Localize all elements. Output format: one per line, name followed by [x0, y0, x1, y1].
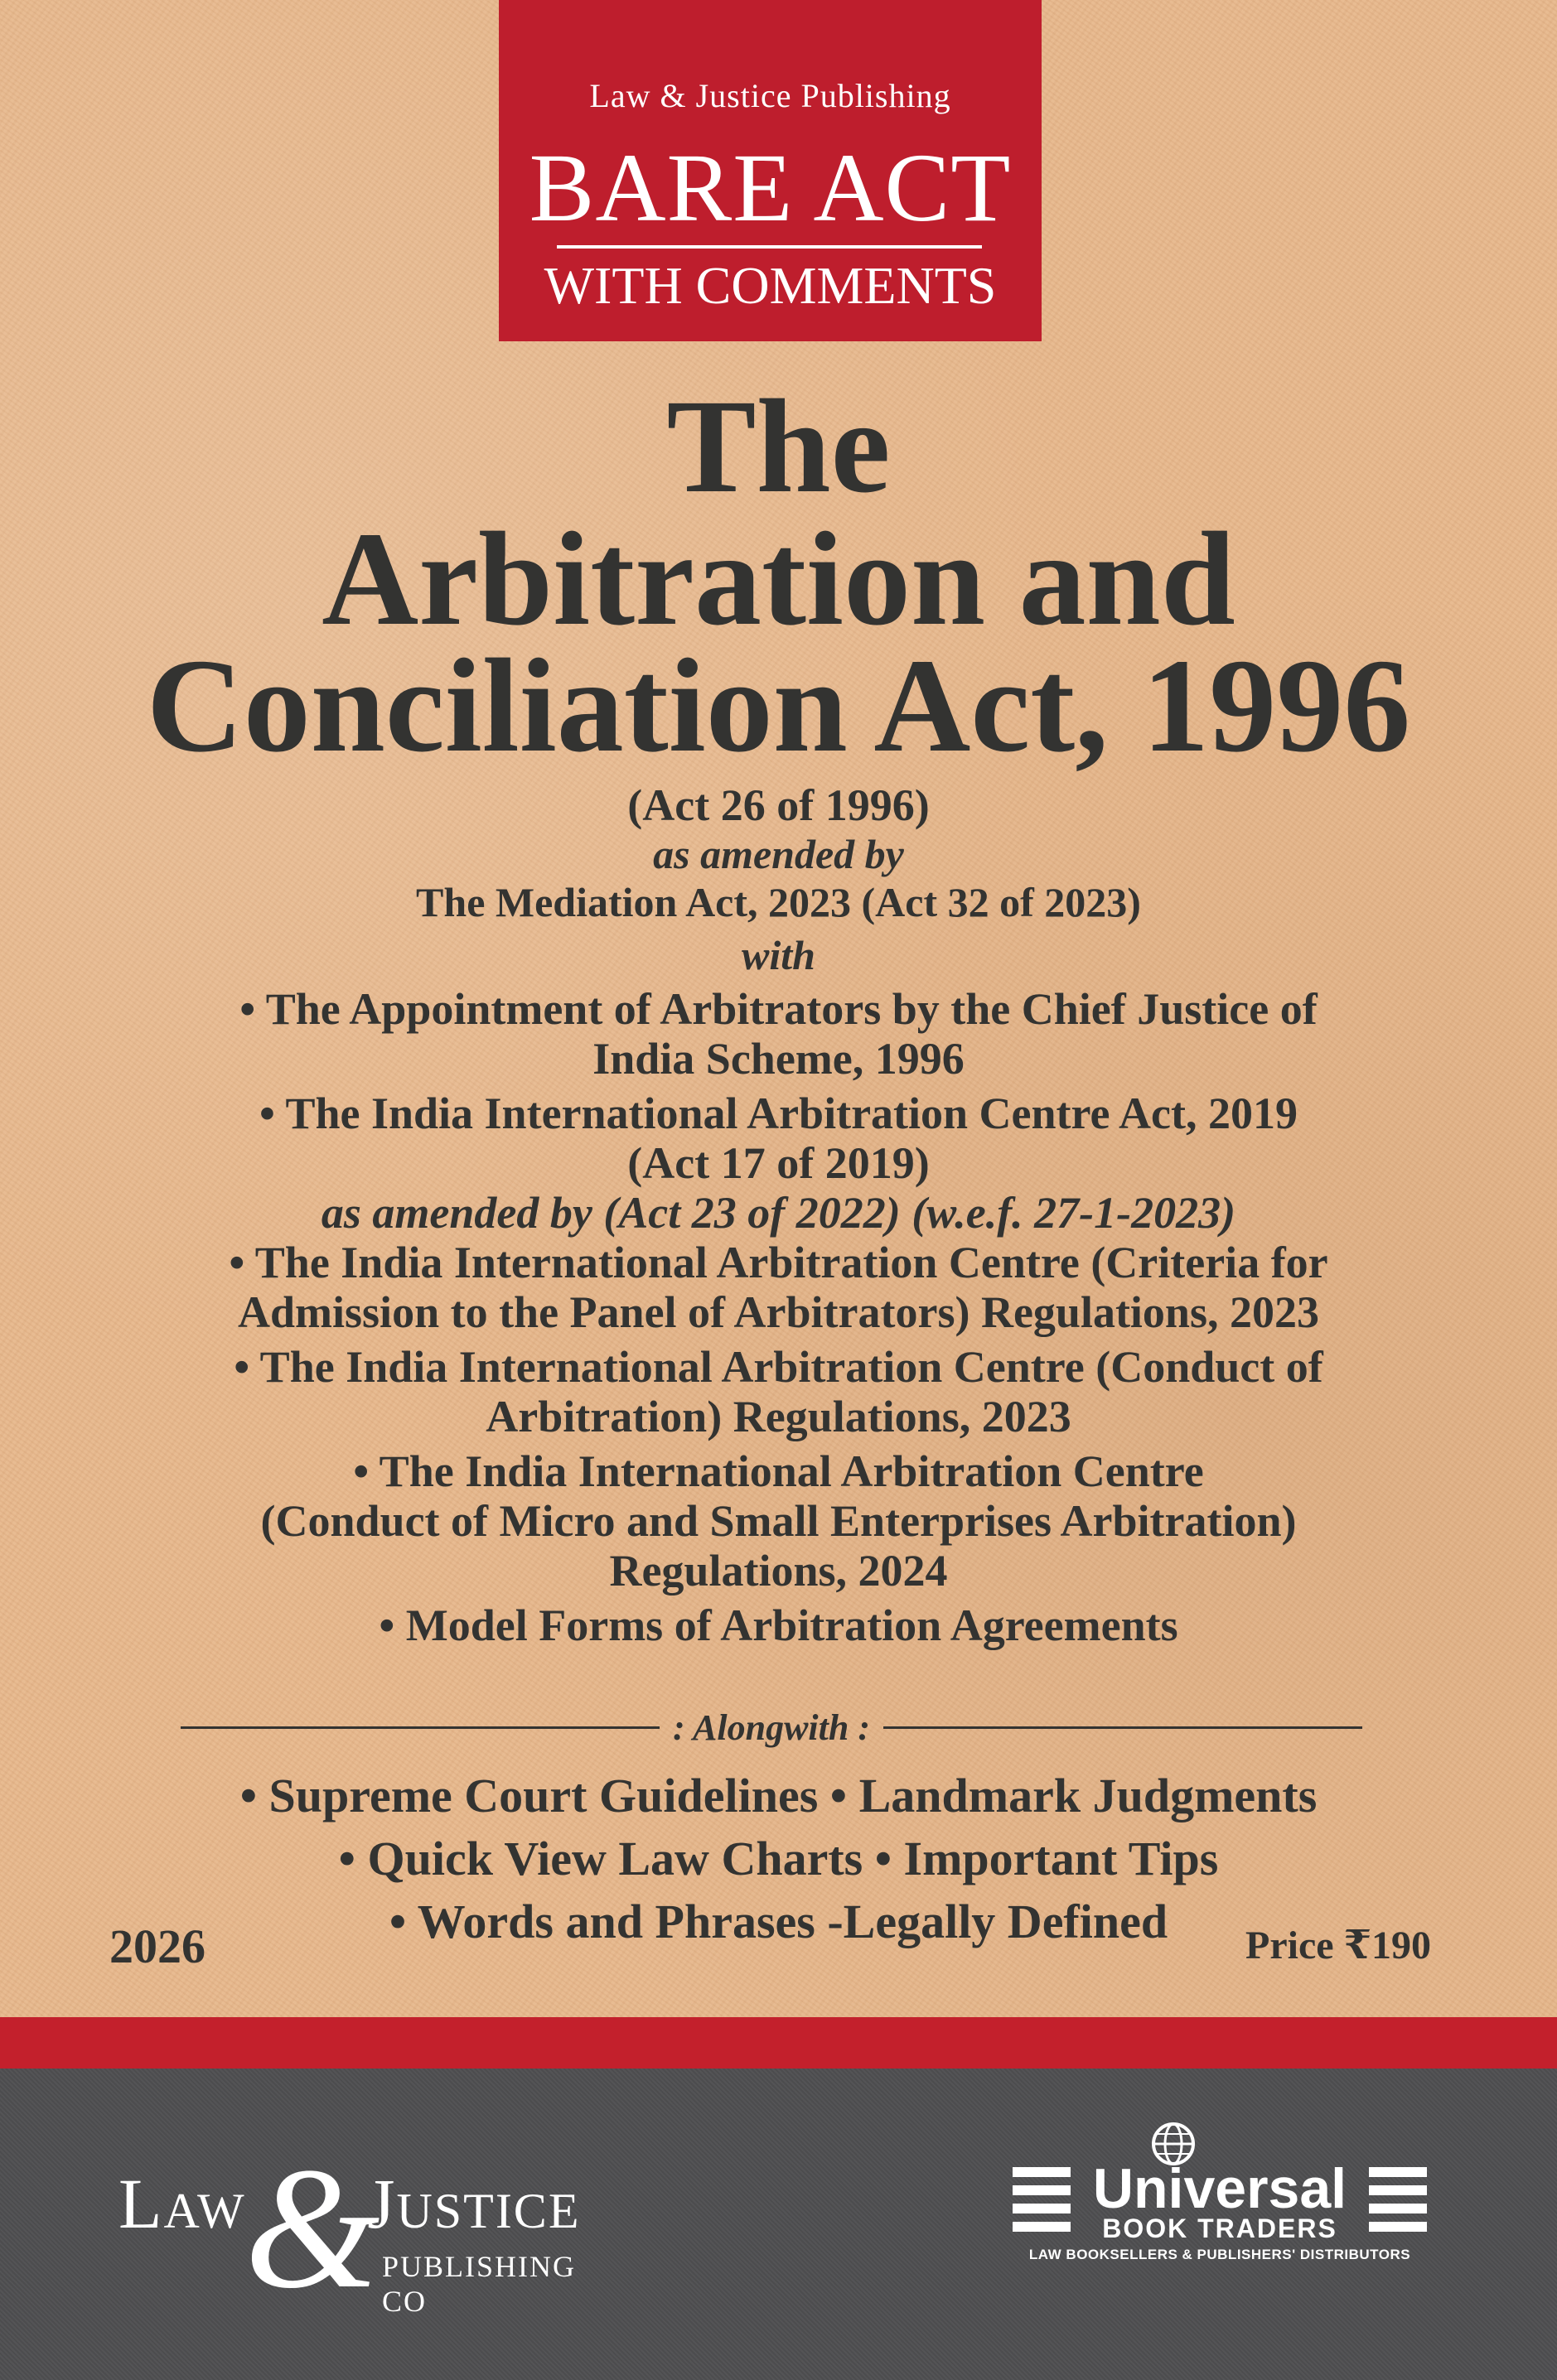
- feature-line: • Words and Phrases -Legally Defined: [389, 1895, 1168, 1948]
- publisher-logo-justice: Justice: [367, 2164, 581, 2243]
- publisher-logo-ampersand: &: [244, 2132, 380, 2324]
- distributor-sub: BOOK TRADERS: [1102, 2213, 1337, 2243]
- divider-line-left: [181, 1726, 660, 1729]
- logo-stripes-right: [1369, 2167, 1427, 2232]
- contents-line: • The Appointment of Arbitrators by the Chief Justice of: [239, 984, 1318, 1034]
- price: Price ₹190: [1245, 1924, 1431, 1967]
- contents-line: • The India International Arbitration Centre Act, 2019: [259, 1089, 1298, 1138]
- contents-line: • Model Forms of Arbitration Agreements: [379, 1600, 1178, 1650]
- publisher-logo: [118, 2132, 616, 2324]
- title-line-1: The: [666, 373, 891, 521]
- distributor-tagline: LAW BOOKSELLERS & PUBLISHERS' DISTRIBUTORS: [1028, 2247, 1411, 2262]
- contents-line: Arbitration) Regulations, 2023: [486, 1392, 1071, 1441]
- contents-line: • The India International Arbitration Centre (Criteria for: [229, 1238, 1328, 1287]
- contents-line: Regulations, 2024: [609, 1546, 948, 1596]
- contents-line: Admission to the Panel of Arbitrators) Regulations, 2023: [238, 1287, 1319, 1337]
- alongwith-divider: [181, 1707, 1362, 1748]
- banner-publisher: Law & Justice Publishing: [589, 77, 951, 114]
- banner-series: BARE ACT: [529, 133, 1012, 242]
- contents-line: as amended by (Act 23 of 2022) (w.e.f. 27-1-2023): [321, 1188, 1236, 1238]
- red-stripe: [0, 2017, 1557, 2069]
- edition-year: 2026: [109, 1919, 206, 1973]
- alongwith-label: : Alongwith :: [673, 1707, 870, 1748]
- contents-line: India Scheme, 1996: [592, 1034, 965, 1084]
- contents-line: • The India International Arbitration Centre: [353, 1446, 1204, 1496]
- amended-label: as amended by: [653, 831, 904, 877]
- title-line-3: Conciliation Act, 1996: [146, 632, 1411, 780]
- publisher-logo-sub: PUBLISHING CO: [382, 2250, 577, 2318]
- contents-line: • The India International Arbitration Centre (Conduct of: [234, 1342, 1323, 1392]
- publisher-logo-law: Law: [118, 2164, 246, 2243]
- feature-line: • Supreme Court Guidelines • Landmark Judgments: [239, 1769, 1318, 1822]
- contents-block: [0, 780, 1557, 1650]
- feature-line: • Quick View Law Charts • Important Tips: [338, 1832, 1219, 1885]
- distributor-name: Universal: [1092, 2157, 1347, 2220]
- distributor-logo: [1013, 2121, 1427, 2270]
- title-line-2: Arbitration and: [322, 505, 1235, 654]
- logo-stripes-left: [1013, 2167, 1071, 2232]
- amended-by: The Mediation Act, 2023 (Act 32 of 2023): [416, 879, 1141, 925]
- contents-line: (Conduct of Micro and Small Enterprises Arbitration): [260, 1496, 1297, 1546]
- with-label: with: [742, 932, 815, 978]
- banner-divider: [557, 245, 982, 249]
- divider-line-right: [883, 1726, 1362, 1729]
- series-banner: [499, 0, 1042, 341]
- contents-line: (Act 17 of 2019): [627, 1138, 930, 1188]
- banner-subtitle: WITH COMMENTS: [544, 256, 997, 315]
- act-number: (Act 26 of 1996): [627, 780, 930, 830]
